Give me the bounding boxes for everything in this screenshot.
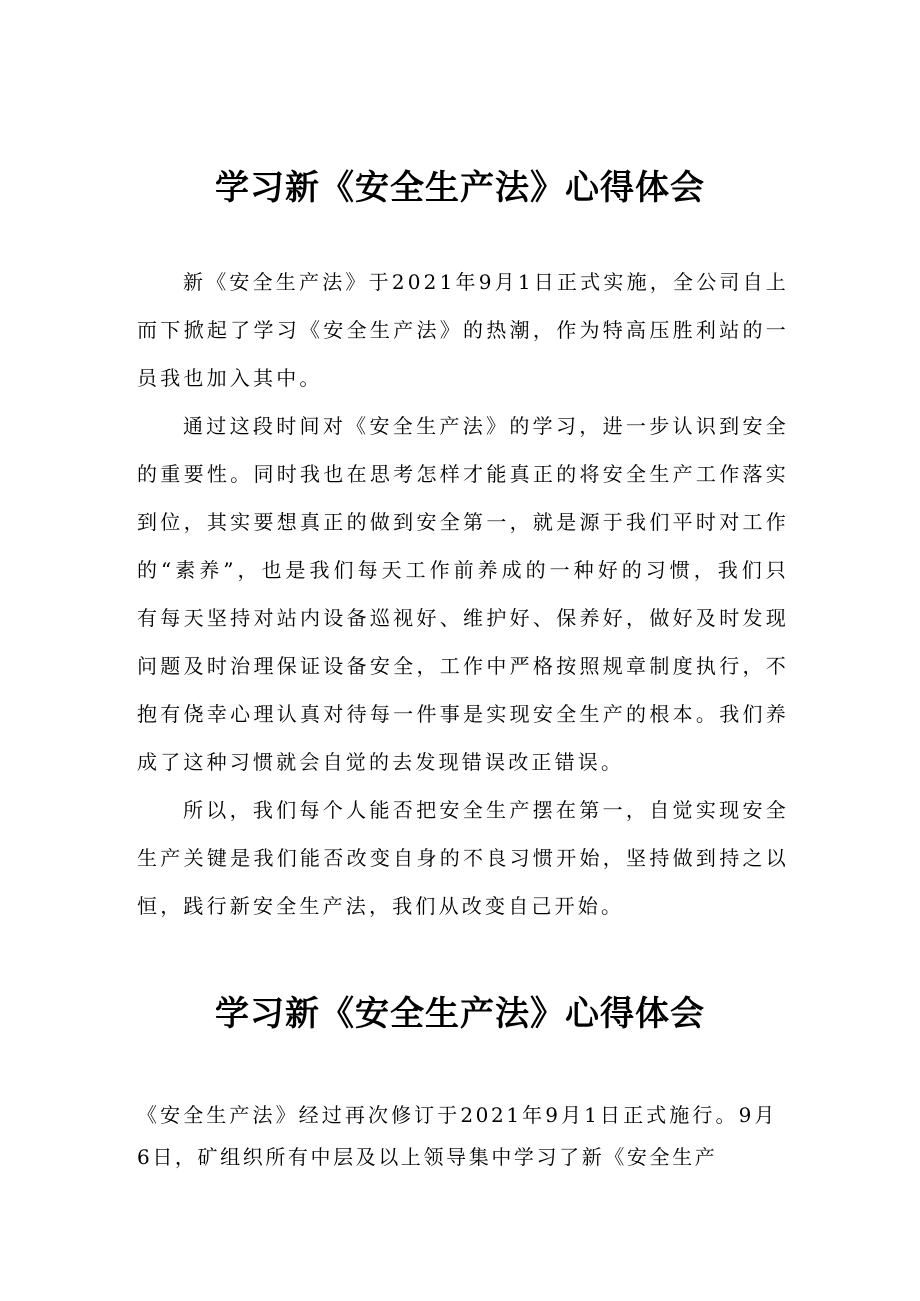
section-2-paragraph-1: 《安全生产法》经过再次修订于2021年9月1日正式施行。9月6日，矿组织所有中层及以上领导集中学习了新《安全生产 — [137, 1103, 777, 1169]
section-1-title: 学习新《安全生产法》心得体会 — [215, 168, 705, 208]
section-1-paragraph-1: 新《安全生产法》于2021年9月1日正式实施，全公司自上而下掀起了学习《安全生产法》的热潮，作为特高压胜利站的一员我也加入其中。 — [137, 270, 789, 390]
section-1-paragraph-3: 所以，我们每个人能否把安全生产摆在第一，自觉实现安全生产关键是我们能否改变自身的不良习惯开始，坚持做到持之以恒，践行新安全生产法，我们从改变自己开始。 — [137, 798, 789, 918]
section-2-title: 学习新《安全生产法》心得体会 — [215, 994, 705, 1034]
section-1-paragraph-2: 通过这段时间对《安全生产法》的学习，进一步认识到安全的重要性。同时我也在思考怎样才能真正的将安全生产工作落实到位，其实要想真正的做到安全第一，就是源于我们平时对工作的“素养”，也是我们每天工作前养成的一种好的习惯，我们只有每天坚持对站内设备巡视好、维护好、保养好，做好及时发现问题及时治理保证设备安全，工作中严格按照规章制度执行，不抱有侥幸心理认真对待每一件事是实现安全生产的根本。我们养成了这种习惯就会自觉的去发现错误改正错误。 — [137, 414, 789, 774]
